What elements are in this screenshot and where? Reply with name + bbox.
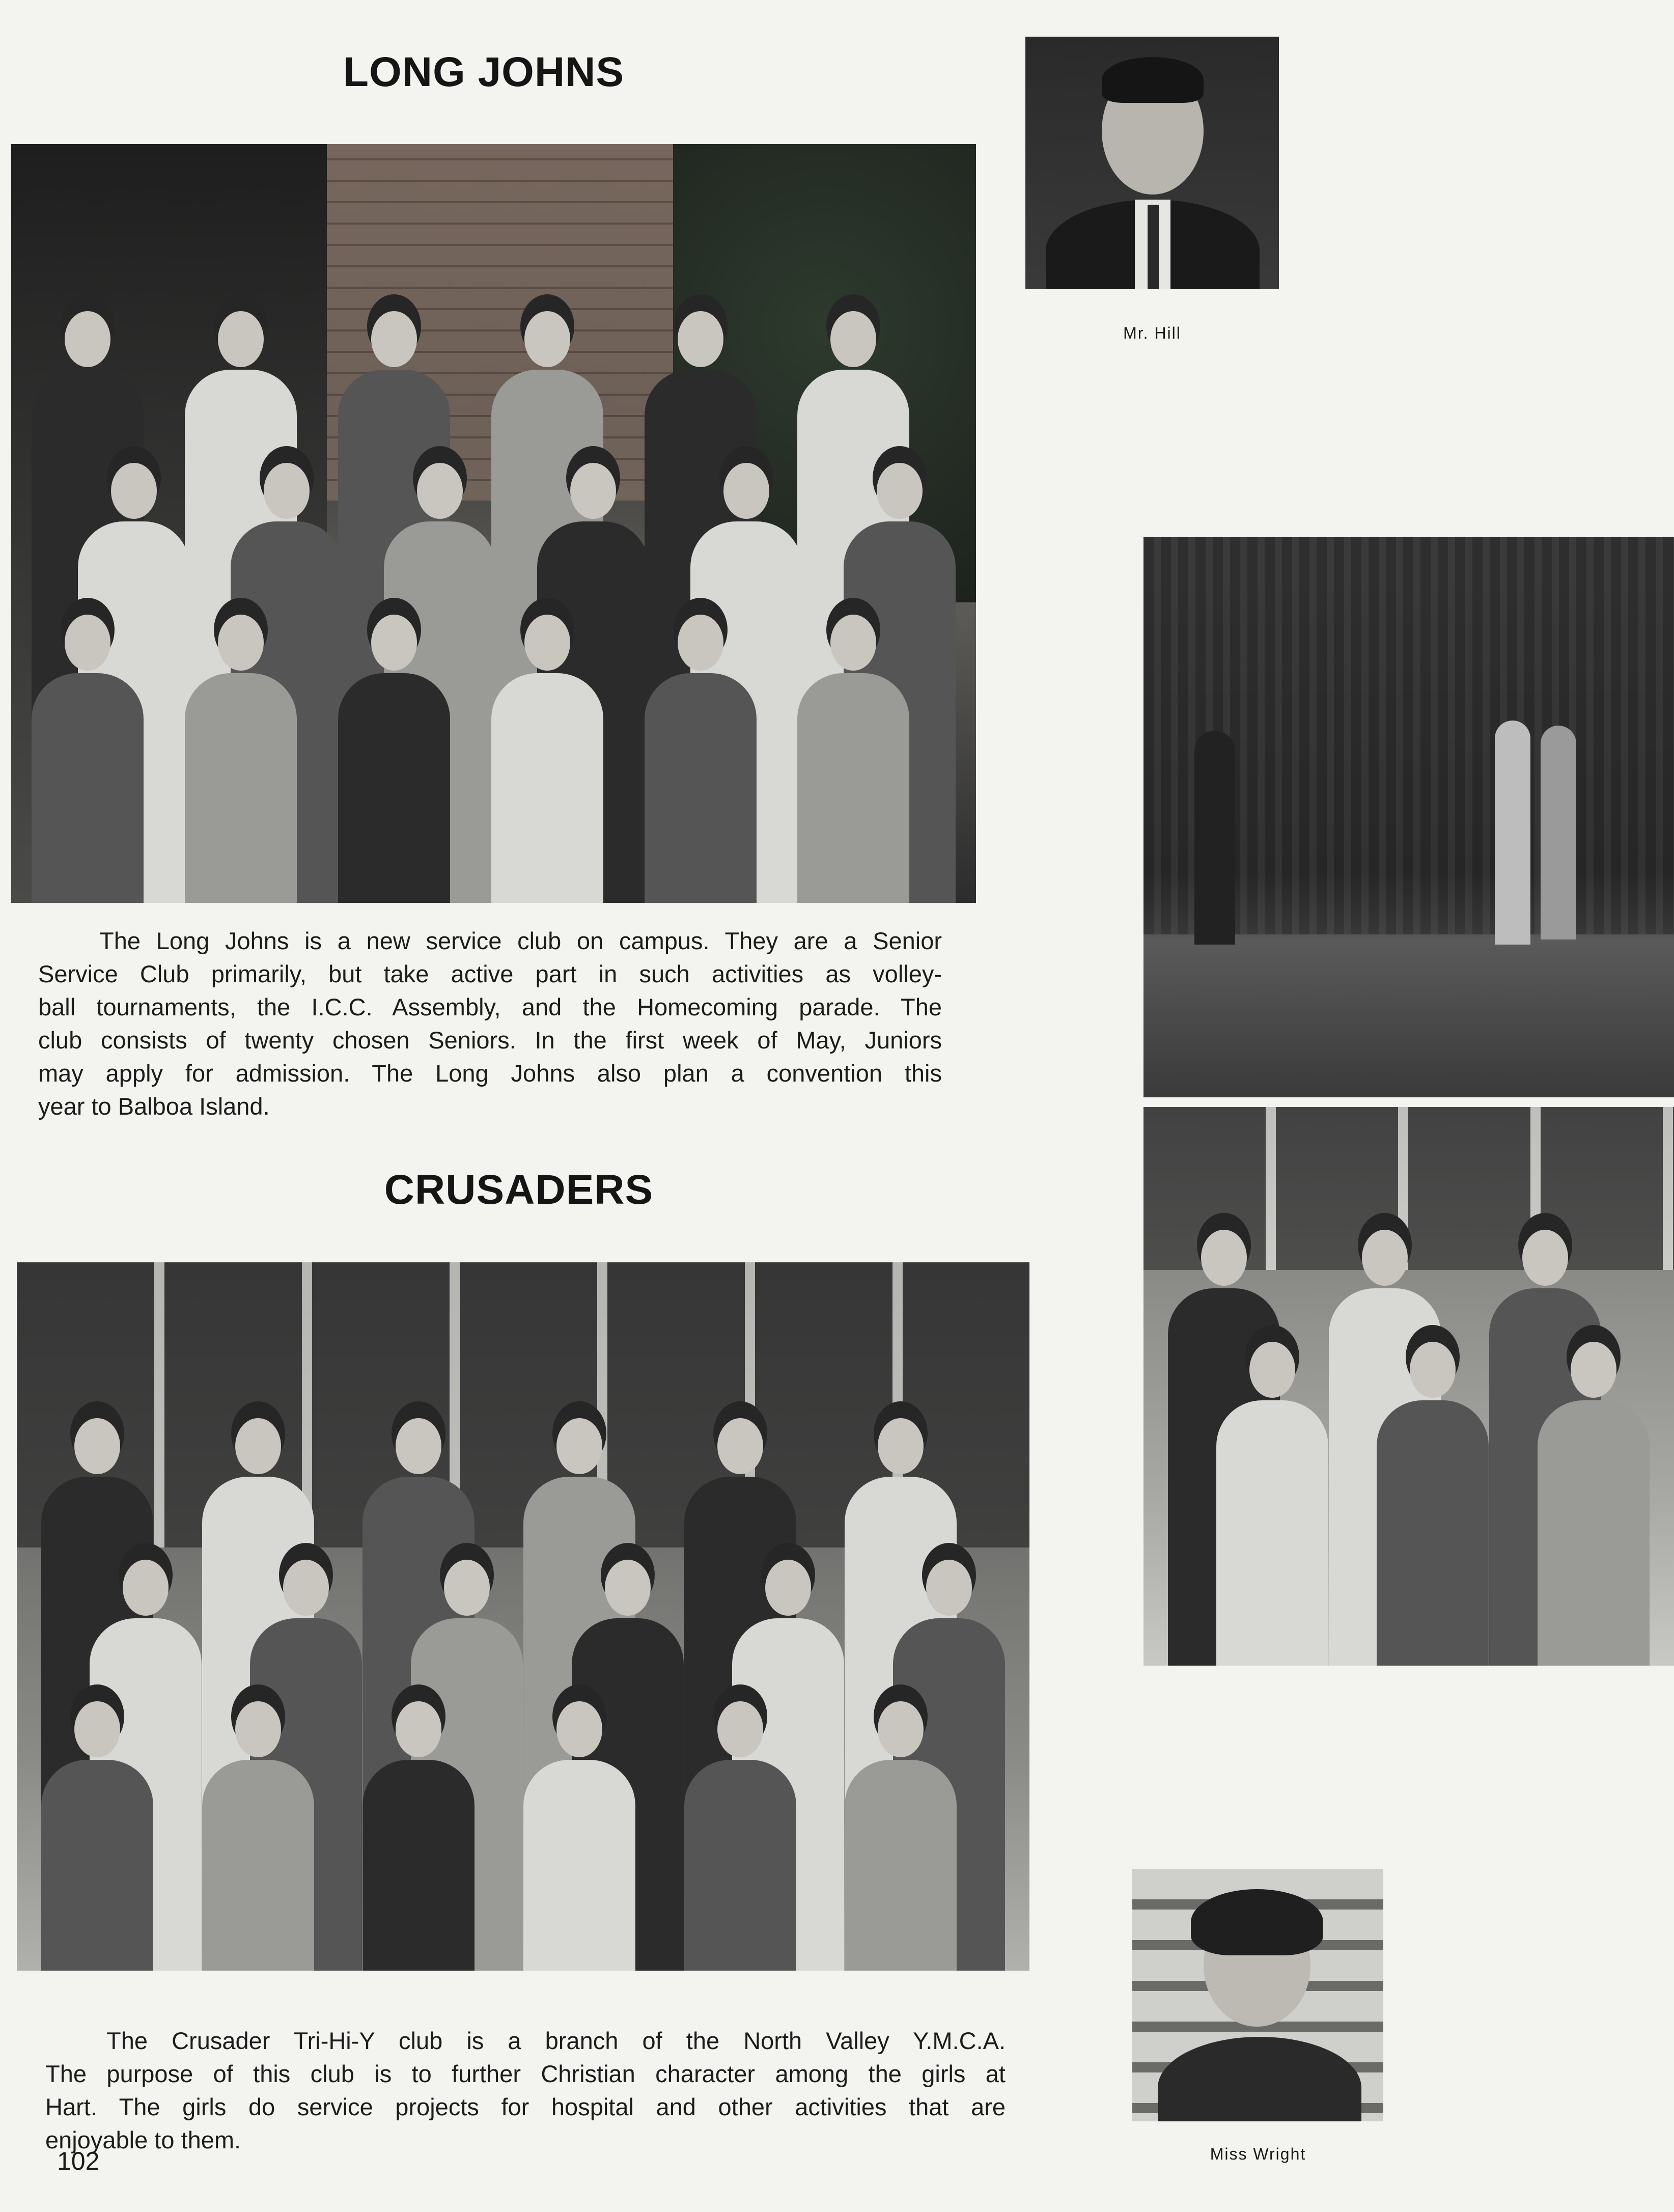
miss-wright-caption: Miss Wright [1210, 2145, 1306, 2163]
page-number: 102 [57, 2147, 100, 2175]
person-head [570, 463, 616, 519]
person-head [371, 615, 417, 671]
person-head [1249, 1342, 1295, 1398]
person-head [877, 463, 923, 519]
long-johns-group-photo [11, 144, 976, 903]
crusaders-group-photo [17, 1262, 1029, 1971]
person-body [491, 673, 603, 903]
person-head [1362, 1230, 1408, 1286]
paragraph-line: The Long Johns is a new service club on campus. They are a Senior [99, 927, 942, 954]
person-head [111, 463, 157, 519]
paragraph-line: The purpose of this club is to further Christian character among the girls at [45, 2060, 1006, 2087]
person-body [338, 673, 450, 903]
person-head [235, 1701, 281, 1757]
person-head [123, 1560, 169, 1616]
person-head [235, 1418, 281, 1474]
person-head [723, 463, 769, 519]
person-head [717, 1418, 763, 1474]
person-body [797, 673, 909, 903]
person-body [684, 1760, 796, 1971]
paragraph-line: The Crusader Tri-Hi-Y club is a branch of the North Valley Y.M.C.A. [106, 2027, 1006, 2054]
person-head [74, 1701, 120, 1757]
person-head [556, 1418, 602, 1474]
miss-wright-portrait [1132, 1869, 1383, 2121]
person-head [218, 615, 264, 671]
paragraph-line: Hart. The girls do service projects for hospital and other activities that are [45, 2093, 1006, 2120]
person-head [524, 311, 570, 367]
person-head [417, 463, 463, 519]
person-head [524, 615, 570, 671]
mr-hill-portrait [1025, 37, 1279, 289]
paragraph-line: ball tournaments, the I.C.C. Assembly, and the Homecoming parade. The [38, 993, 942, 1020]
person-head [371, 311, 417, 367]
paragraph-line: year to Balboa Island. [38, 1093, 270, 1120]
person-head [65, 311, 110, 367]
crusaders-small-group-photo [1143, 1107, 1674, 1666]
paragraph-line: enjoyable to them. [45, 2126, 241, 2153]
long-johns-heading: LONG JOHNS [343, 49, 625, 95]
person-head [396, 1701, 441, 1757]
person-body [362, 1760, 475, 1971]
person-head [678, 311, 723, 367]
person-head [218, 311, 264, 367]
person-head [717, 1701, 763, 1757]
person-head [1571, 1342, 1616, 1398]
person-body [185, 673, 297, 903]
person-body [523, 1760, 635, 1971]
person-head [396, 1418, 441, 1474]
person-head [74, 1418, 120, 1474]
stage-performance-photo [1143, 537, 1674, 1097]
crusaders-paragraph [45, 2024, 1006, 2156]
person-head [678, 615, 723, 671]
person-head [830, 615, 876, 671]
person-head [1410, 1342, 1456, 1398]
person-head [1201, 1230, 1247, 1286]
crusaders-heading: CRUSADERS [384, 1167, 654, 1213]
person-head [605, 1560, 651, 1616]
person-head [765, 1560, 811, 1616]
person-body [32, 673, 144, 903]
person-body [202, 1760, 314, 1971]
long-johns-paragraph [38, 924, 942, 1123]
person-head [444, 1560, 490, 1616]
person-body [41, 1760, 153, 1971]
person-head [556, 1701, 602, 1757]
person-head [926, 1560, 972, 1616]
person-head [264, 463, 310, 519]
paragraph-line: Service Club primarily, but take active part in such activities as volley- [38, 960, 942, 987]
person-body [845, 1760, 957, 1971]
person-head [878, 1418, 924, 1474]
mr-hill-caption: Mr. Hill [1123, 324, 1181, 342]
person-head [830, 311, 876, 367]
paragraph-line: may apply for admission. The Long Johns also plan a convention this [38, 1060, 942, 1087]
person-body [1538, 1400, 1650, 1666]
person-head [1522, 1230, 1568, 1286]
person-head [65, 615, 110, 671]
person-body [1216, 1400, 1328, 1666]
person-body [1377, 1400, 1489, 1666]
paragraph-line: club consists of twenty chosen Seniors. In the first week of May, Juniors [38, 1027, 942, 1054]
person-head [283, 1560, 329, 1616]
person-body [645, 673, 757, 903]
